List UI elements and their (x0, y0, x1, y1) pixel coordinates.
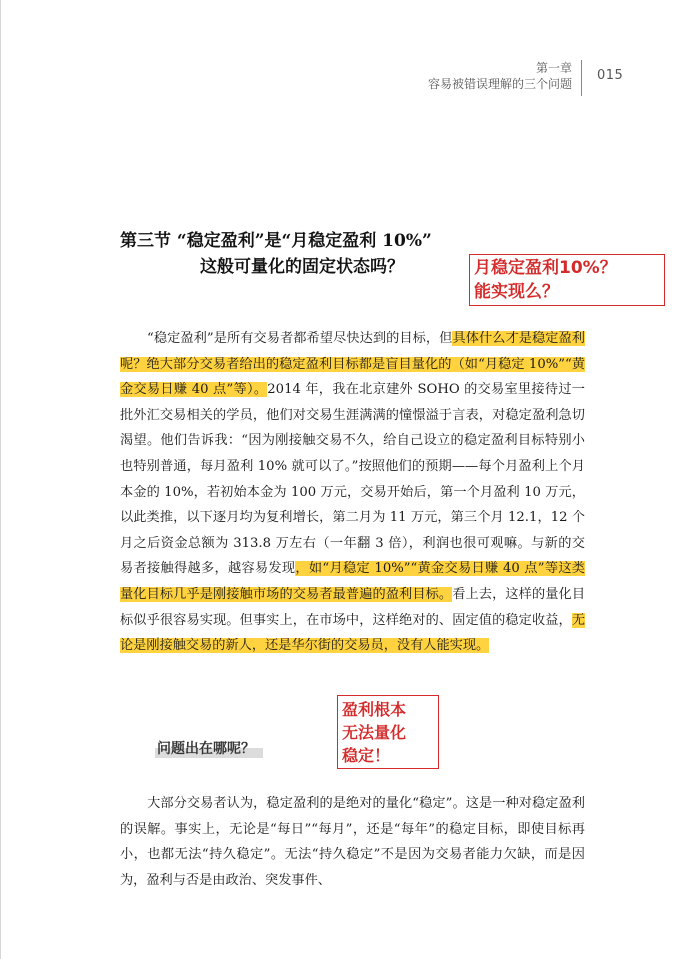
chapter-title: 容易被错误理解的三个问题 (427, 77, 572, 91)
annotation-note-1 (469, 254, 665, 306)
paragraph-1-text-1: “稳定盈利”是所有交易者都希望尽快达到的目标，但 (147, 331, 453, 346)
paragraph-1 (120, 326, 585, 659)
paragraph-2-text: 大部分交易者认为，稳定盈利的是绝对的量化“稳定”。这是一种对稳定盈利的误解。事实上，无论是“每日”“每月”，还是“每年”的稳定目标，即使目标再小，也都无法“持久稳定”。无法“持久稳定”不是因为交易者能力欠缺，而是因为，盈利与否是由政治、突发事件、 (120, 796, 585, 888)
annotation-note-2-line3: 稳定！ (342, 746, 391, 765)
paragraph-2 (120, 791, 585, 893)
running-header (428, 60, 572, 92)
highlight-2: ，如“月稳定 10%”“黄金交易日赚 40 点”等这类量化目标几乎是刚接触市场的交易者最普遍的盈利目标。 (120, 561, 585, 602)
section-title-line1: 第三节 “稳定盈利”是“月稳定盈利 10%” (120, 231, 432, 251)
page-number: 015 (597, 68, 624, 83)
annotation-note-2-line1: 盈利根本 (342, 700, 407, 719)
section-title (120, 228, 432, 280)
header-divider (581, 60, 582, 96)
paragraph-1-text-2: 2014 年，我在北京建外 SOHO 的交易室里接待过一批外汇交易相关的学员，他们对交易生涯满满的憧憬溢于言表，对稳定盈利急切渴望。他们告诉我：“因为刚接触交易不久，给自己设立的稳定盈利目标特别小也特别普通，每月盈利 10% 就可以了。”按照他们的预期——每个月盈利上个月本金的 10%，若初始本金为 100 万元，交易开始后，第一个月盈利 10 万元，以此类推，以下逐月均为复利增长，第二月为 11 万元，第三个月 12.1，12 个月之后资金总额为 313.8 万左右（一年翻 3 倍），利润也很可观嘛。与新的交易者接触得越多，越容易发现 (120, 382, 585, 577)
annotation-note-1-line2: 能实现么？ (474, 282, 559, 302)
page-edge (0, 0, 1, 959)
annotation-note-2 (337, 695, 439, 769)
highlight-1: 具体什么才是稳定盈利呢？绝大部分交易者给出的稳定盈利目标都是盲目量化的（如“月稳定 10%”“黄金交易日赚 40 点”等）。 (120, 331, 585, 398)
highlight-3: 无论是刚接触交易的新人，还是华尔街的交易员，没有人能实现。 (120, 612, 585, 654)
chapter-label: 第一章 (535, 61, 572, 75)
paragraph-1-text-3: 看上去，这样的量化目标似乎很容易实现。但事实上，在市场中，这样绝对的、固定值的稳定收益， (120, 586, 586, 628)
subheading: 问题出在哪呢？ (155, 738, 263, 758)
annotation-note-2-line2: 无法量化 (342, 723, 407, 742)
section-title-line2: 这般可量化的固定状态吗？ (200, 257, 404, 277)
annotation-note-1-line1: 月稳定盈利10%？ (474, 258, 617, 278)
